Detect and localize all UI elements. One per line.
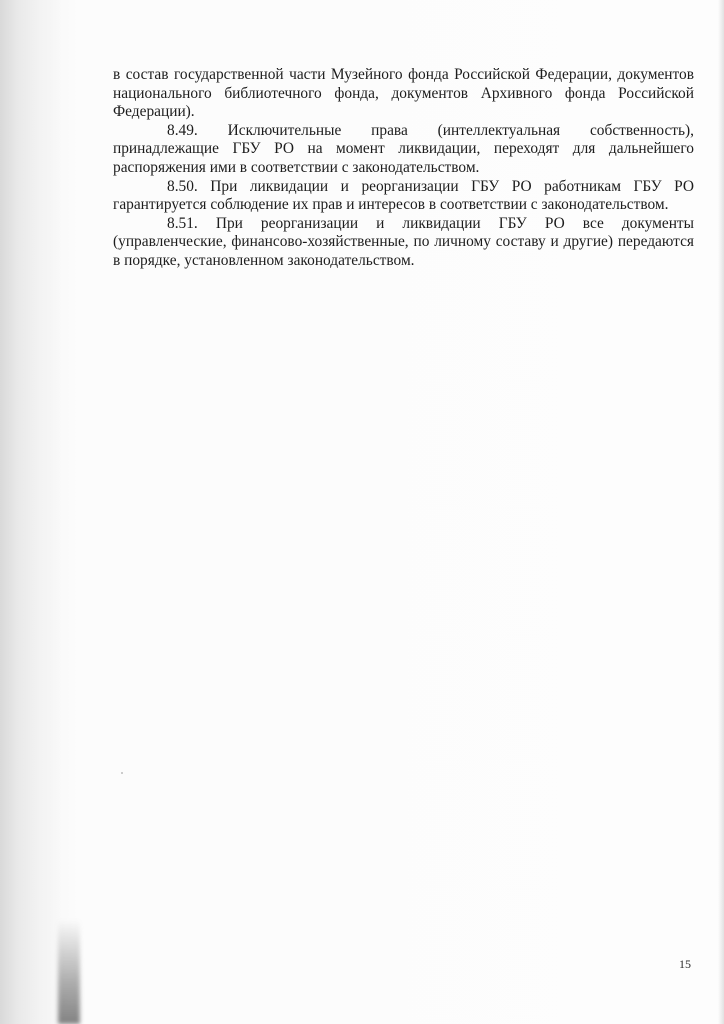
paragraph-8-50: 8.50. При ликвидации и реорганизации ГБУ РО работникам ГБУ РО гарантируется соблюдение их прав и интересов в соответствии с законодательством. <box>113 177 694 214</box>
paragraph-continuation: в состав государственной части Музейного фонда Российской Федерации, документов национального библиотечного фонда, документов Архивного фонда Российской Федерации). <box>113 66 694 121</box>
scan-right-edge <box>718 0 724 1024</box>
page-number: 15 <box>679 957 691 971</box>
scan-corner-shadow <box>58 920 80 1024</box>
scan-speck <box>121 772 123 774</box>
document-body <box>113 66 694 271</box>
paragraph-8-49: 8.49. Исключительные права (интеллектуальная собственность), принадлежащие ГБУ РО на момент ликвидации, переходят для дальнейшего распоряжения ими в соответствии с законодательством. <box>113 121 694 176</box>
paragraph-8-51: 8.51. При реорганизации и ликвидации ГБУ РО все документы (управленческие, финансово-хозяйственные, по личному составу и другие) передаются в порядке, установленном законодательством. <box>113 214 694 269</box>
scan-binding-shadow <box>0 0 62 1024</box>
